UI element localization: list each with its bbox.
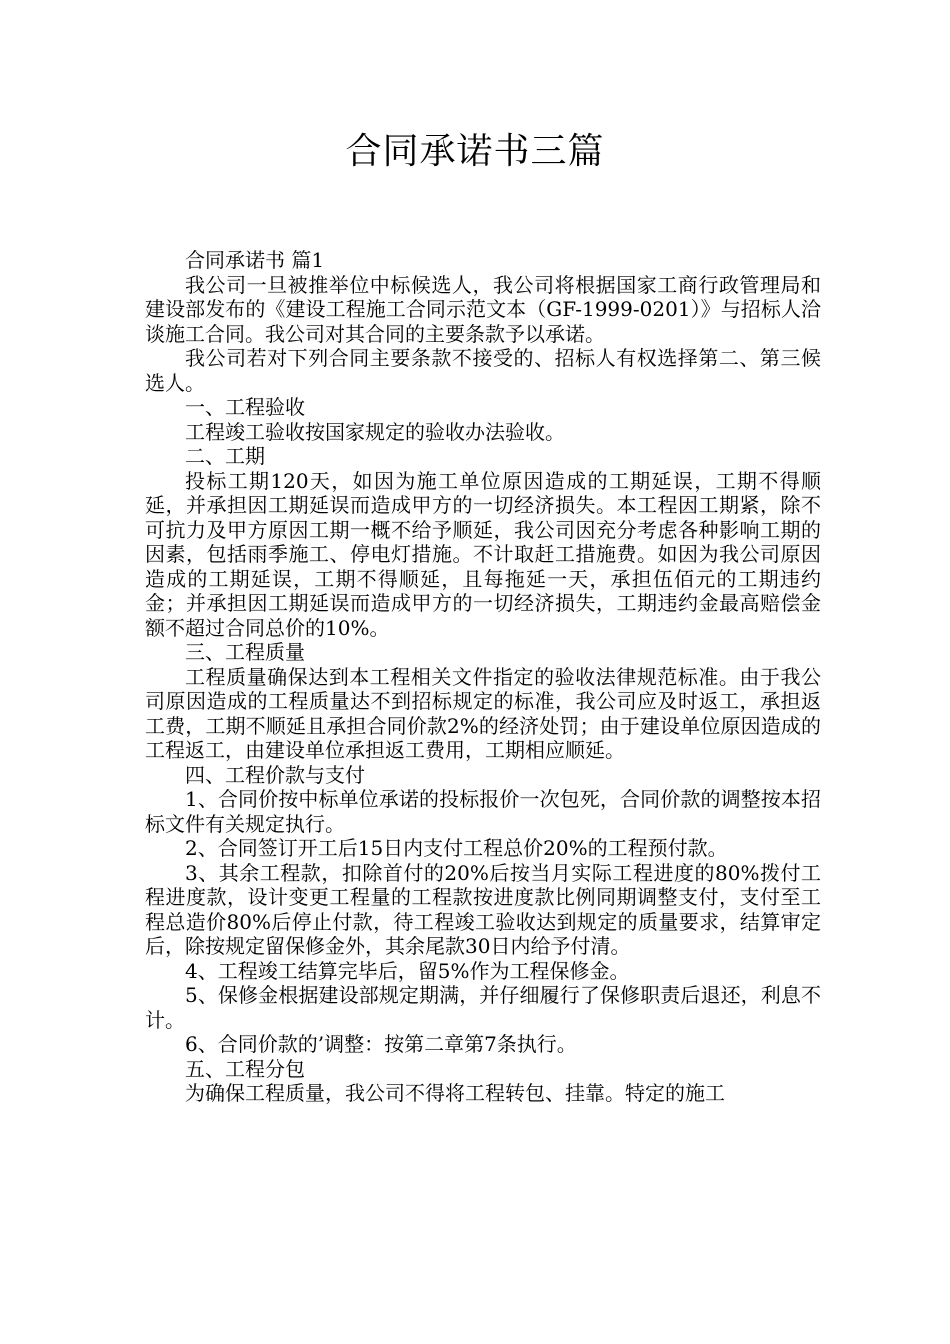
section-heading: 一、工程验收 bbox=[185, 395, 305, 419]
paragraph: 我公司一旦被推举位中标候选人，我公司将根据国家工商行政管理局和建设部发布的《建设工程施工合同示范文本（GF-1999-0201）》与招标人洽谈施工合同。我公司对其合同的主要条款予以承诺。 bbox=[145, 272, 821, 346]
list-item: 4、工程竣工结算完毕后，留5%作为工程保修金。 bbox=[185, 958, 630, 983]
paragraph: 工程竣工验收按国家规定的验收办法验收。 bbox=[185, 419, 565, 444]
paragraph: 我公司若对下列合同主要条款不接受的、招标人有权选择第二、第三候选人。 bbox=[145, 346, 821, 395]
section-heading: 五、工程分包 bbox=[185, 1056, 305, 1081]
list-item: 5、保修金根据建设部规定期满，并仔细履行了保修职责后退还，利息不计。 bbox=[145, 983, 821, 1032]
paragraph: 为确保工程质量，我公司不得将工程转包、挂靠。特定的施工 bbox=[185, 1081, 725, 1105]
list-item: 3、其余工程款，扣除首付的20%后按当月实际工程进度的80%拨付工程进度款，设计变更工程量的工程款按进度款比例同期调整支付，支付至工程总造价80%后停止付款，待工程竣工验收达到规定的质量要求，结算审定后，除按规定留保修金外，其余尾款30日内给予付清。 bbox=[145, 860, 821, 958]
section-heading: 三、工程质量 bbox=[185, 640, 305, 664]
document-body bbox=[145, 248, 821, 1106]
paragraph: 投标工期120天，如因为施工单位原因造成的工期延误，工期不得顺延，并承担因工期延误而造成甲方的一切经济损失。本工程因工期紧，除不可抗力及甲方原因工期一概不给予顺延，我公司因充分考虑各种影响工期的因素，包括雨季施工、停电灯措施。不计取赶工措施费。如因为我公司原因造成的工期延误，工期不得顺延，且每拖延一天，承担伍佰元的工期违约金；并承担因工期延误而造成甲方的一切经济损失，工期违约金最高赔偿金额不超过合同总价的10%。 bbox=[145, 468, 821, 640]
list-item: 6、合同价款的’调整：按第二章第7条执行。 bbox=[185, 1032, 577, 1056]
list-item: 1、合同价按中标单位承诺的投标报价一次包死，合同价款的调整按本招标文件有关规定执行。 bbox=[145, 787, 821, 836]
document-title: 合同承诺书三篇 bbox=[345, 131, 605, 172]
section-heading: 二、工期 bbox=[185, 444, 265, 468]
paragraph: 工程质量确保达到本工程相关文件指定的验收法律规范标准。由于我公司原因造成的工程质量达不到招标规定的标准，我公司应及时返工，承担返工费，工期不顺延且承担合同价款2%的经济处罚；由于建设单位原因造成的工程返工，由建设单位承担返工费用，工期相应顺延。 bbox=[145, 664, 821, 762]
list-item: 2、合同签订开工后15日内支付工程总价20%的工程预付款。 bbox=[185, 836, 728, 860]
section-heading: 四、工程价款与支付 bbox=[185, 762, 365, 787]
section-heading: 合同承诺书 篇1 bbox=[185, 248, 325, 272]
